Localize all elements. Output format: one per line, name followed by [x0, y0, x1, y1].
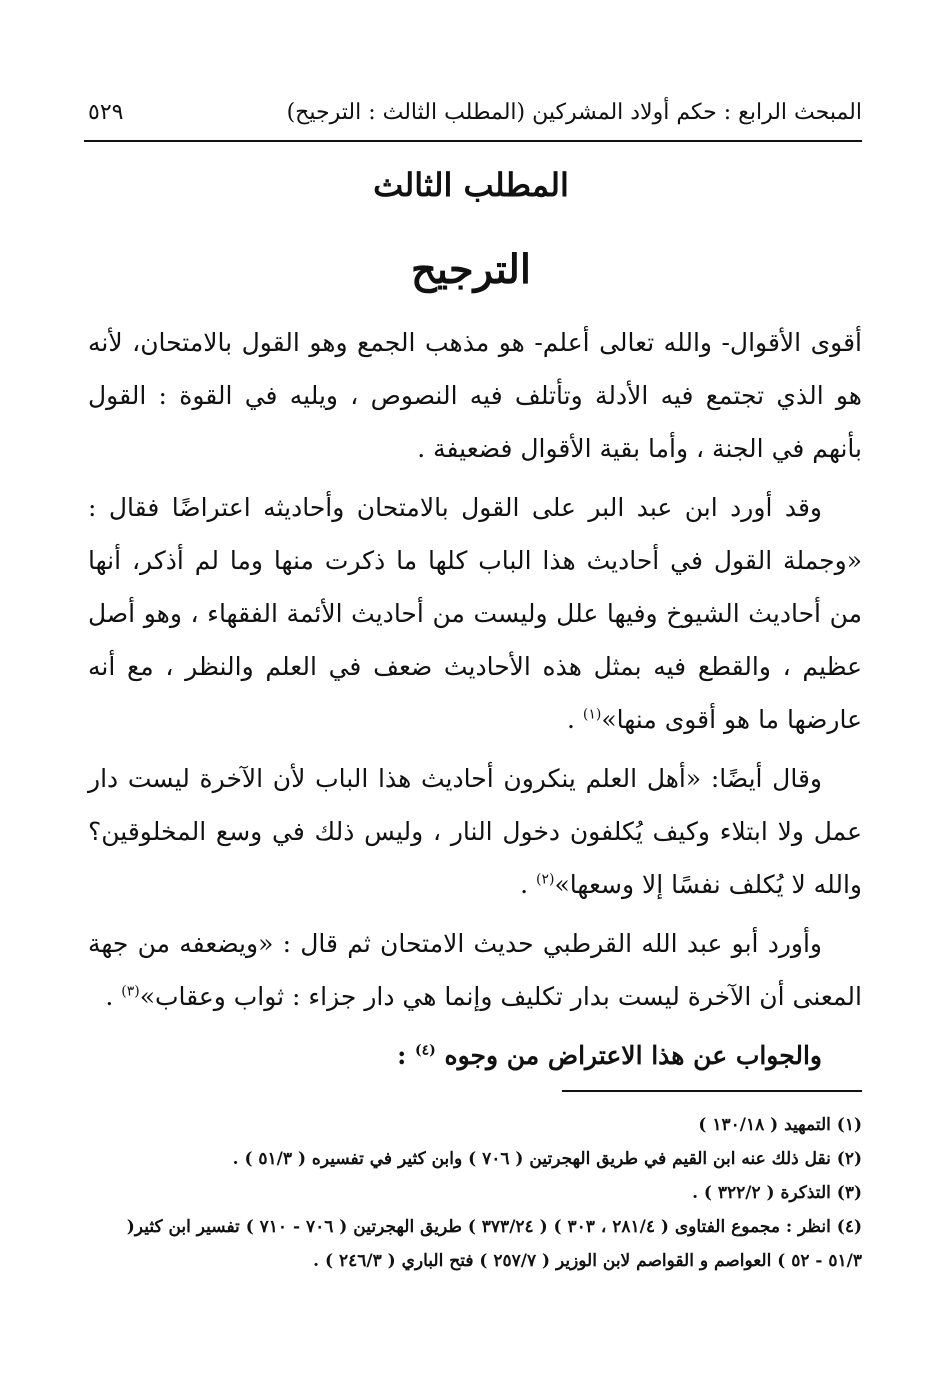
footnote-3: (٣) التذكرة ( ٣٢٢/٢ ) . — [692, 1183, 862, 1203]
running-title: المبحث الرابع : حكم أولاد المشركين (المطلب الثالث : الترجيح) — [286, 99, 862, 125]
footnote-ref-2[interactable]: (٢) — [536, 871, 555, 888]
section-title: المطلب الثالث — [373, 166, 569, 204]
paragraph-4: وأورد أبو عبد الله القرطبي حديث الامتحان ثم قال : «ويضعفه من جهة المعنى أن الآخرة ليست بدار تكليف وإنما هي دار جزاء : ثواب وعقاب»$^{(٣)}$ . — [88, 929, 862, 1011]
paragraph-1: أقوى الأقوال- والله تعالى أعلم- هو مذهب الجمع وهو القول بالامتحان، لأنه هو الذي تجتمع فيه الأدلة وتأتلف فيه النصوص ، ويليه في القوة : القول بأنهم في الجنة ، وأما بقية الأقوال فضعيفة . — [88, 328, 862, 463]
footnote-1: (١) التمهيد ( ١٣٠/١٨ ) — [698, 1115, 862, 1135]
footnotes — [88, 1108, 862, 1278]
header-divider — [84, 140, 862, 142]
running-header — [88, 92, 862, 132]
closing-line: والجواب عن هذا الاعتراض من وجوه $^{(٤)}$ : — [397, 1041, 822, 1070]
paragraph-3: وقال أيضًا: «أهل العلم ينكرون أحاديث هذا الباب لأن الآخرة ليست دار عمل ولا ابتلاء وكيف يُكلفون دخول النار ، وليس ذلك في وسع المخلوقين؟ والله لا يُكلف نفسًا إلا وسعها»$^{(٢)}$ . — [88, 764, 862, 899]
footnote-ref-1[interactable]: (١) — [582, 706, 602, 723]
topic-title: الترجيح — [410, 246, 532, 293]
footnote-ref-3[interactable]: (٣) — [121, 983, 140, 1000]
footnote-2: (٢) نقل ذلك عنه ابن القيم في طريق الهجرتين ( ٧٠٦ ) وابن كثير في تفسيره ( ٥١/٣ ) . — [232, 1149, 862, 1169]
paragraph-2: وقد أورد ابن عبد البر على القول بالامتحان وأحاديثه اعتراضًا فقال : «وجملة القول في أحاديث هذا الباب كلها ما ذكرت منها وما لم أذكر، أنها من أحاديث الشيوخ وفيها علل وليست من أحاديث الأئمة الفقهاء ، وهو أصل عظيم ، والقطع فيه بمثل هذه الأحاديث ضعف في العلم والنظر ، مع أنه عارضها ما هو أقوى منها»$^{(١)}$ . — [88, 493, 862, 734]
footnote-divider — [562, 1090, 862, 1092]
page-number: ٥٢٩ — [88, 99, 124, 125]
footnote-4: (٤) انظر : مجموع الفتاوى ( ٢٨١/٤ ، ٣٠٣ ) ( ٣٧٣/٢٤ ) طريق الهجرتين ( ٧٠٦ - ٧١٠ ) تفسير ابن كثير( ٥١/٣ - ٥٢ ) العواصم و القواصم لابن الوزير ( ٢٥٧/٧ ) فتح الباري ( ٢٤٦/٣ ) . — [126, 1217, 862, 1271]
body-text — [88, 316, 862, 1088]
footnote-ref-4[interactable]: (٤) — [415, 1042, 436, 1059]
